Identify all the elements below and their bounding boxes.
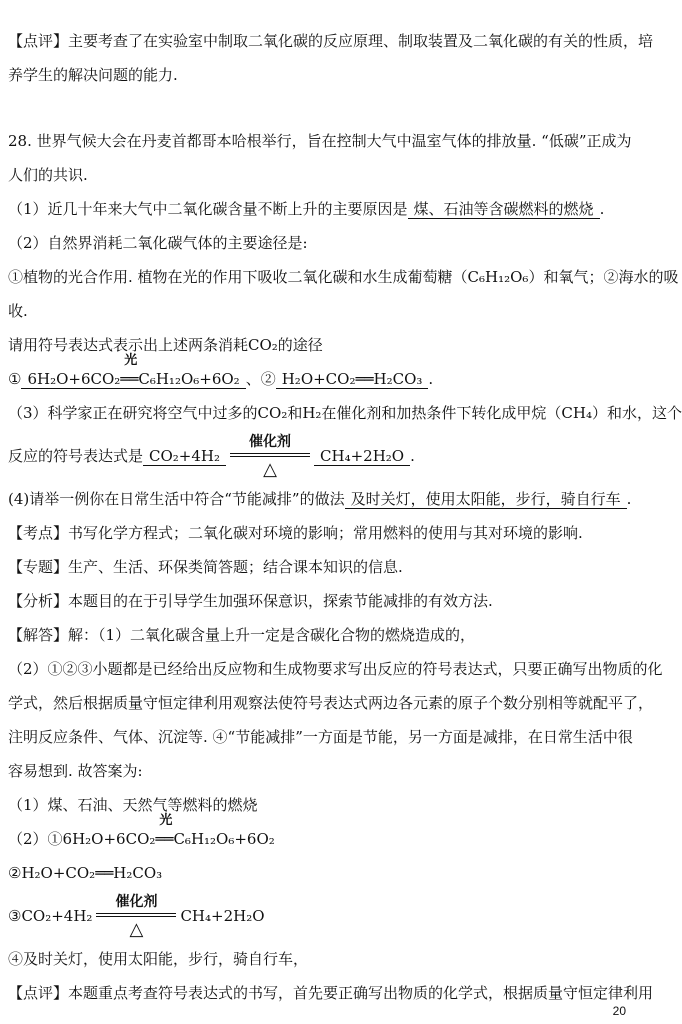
part-3-equation	[8, 430, 632, 482]
answer-1: （1）煤、石油、天然气等燃料的燃烧	[8, 796, 258, 814]
part-1	[8, 192, 632, 226]
part-2-text: ①植物的光合作用. 植物在光的作用下吸收二氧化碳和水生成葡萄糖（C₆H₁₂O₆）和氧气；②海水的吸	[8, 268, 679, 286]
part-2-text: 收.	[8, 302, 28, 320]
question-28-line: 人们的共识.	[8, 166, 88, 184]
part-4	[8, 482, 632, 516]
review-line: 养学生的解决问题的能力.	[8, 66, 178, 84]
kaodian-line: 【考点】书写化学方程式；二氧化碳对环境的影响；常用燃料的使用与其对环境的影响.	[8, 524, 583, 542]
eq-right: H₂CO₃	[113, 864, 163, 882]
answer-4	[8, 890, 632, 942]
eq-left: 6H₂O+6CO₂	[62, 830, 156, 848]
eq-left: CO₂+4H₂	[143, 447, 226, 466]
eq-left: ③CO₂+4H₂	[8, 907, 93, 925]
eq-photosynthesis	[21, 353, 245, 389]
eq-right: C₆H₁₂O₆+6O₂	[173, 830, 275, 848]
eq-sep: 、②	[245, 370, 276, 388]
jieda-detail: 注明反应条件、气体、沉淀等. ④“节能减排”一方面是节能，另一方面是减排，在日常生活中很	[8, 728, 633, 746]
arrow-condition: 光	[159, 813, 173, 828]
eq-left: ②H₂O+CO₂	[8, 864, 96, 882]
part-4-answer: 及时关灯，使用太阳能，步行，骑自行车	[345, 490, 627, 509]
part-2-ask: 请用符号表达式表示出上述两条消耗CO₂的途径	[8, 336, 323, 354]
eq-end: .	[428, 370, 434, 388]
answer-3: ②H₂O+CO₂══H₂CO₃	[8, 864, 163, 882]
jieda-detail: （2）①②③小题都是已经给出反应物和生成物要求写出反应的符号表达式，只要正确写出物质的化	[8, 660, 663, 678]
eq-right: CH₄+2H₂O	[314, 447, 410, 466]
question-28-line: 28. 世界气候大会在丹麦首都哥本哈根举行，旨在控制大气中温室气体的排放量. “低碳”正成为	[8, 132, 632, 150]
catalyst-label: 催化剂	[249, 434, 292, 450]
heat-triangle-icon: △	[263, 459, 277, 480]
jieda-line: 【解答】解：（1）二氧化碳含量上升一定是含碳化合物的燃烧造成的，	[8, 626, 476, 644]
eq-lead: ①	[8, 370, 22, 388]
eq-right: C₆H₁₂O₆+6O₂	[138, 370, 240, 388]
catalyst-label: 催化剂	[115, 894, 158, 910]
catalyst-condition	[96, 893, 176, 941]
heat-triangle-icon: △	[129, 919, 144, 940]
answer-2-lead: （2）①	[8, 830, 63, 848]
eq-end: .	[410, 447, 415, 465]
part-1-text: （1）近几十年来大气中二氧化碳含量不断上升的主要原因是	[8, 200, 408, 218]
answer-5: ④及时关灯，使用太阳能，步行，骑自行车，	[8, 950, 309, 968]
reaction-arrow: 光 ══	[155, 822, 173, 856]
part-3-text: （3）科学家正在研究将空气中过多的CO₂和H₂在催化剂和加热条件下转化成甲烷（CH₄）和水，这个	[8, 404, 682, 422]
review-line-2: 【点评】本题重点考查符号表达式的书写，首先要正确写出物质的化学式，根据质量守恒定律利用	[8, 984, 654, 1002]
equation-line-1	[8, 353, 632, 396]
part-1-answer: 煤、石油等含碳燃料的燃烧	[408, 200, 600, 219]
eq-seawater: H₂O+CO₂══H₂CO₃	[276, 370, 429, 389]
eq-right2: H₂CO₃	[373, 370, 423, 388]
eq-right: CH₄+2H₂O	[180, 907, 265, 925]
part-4-suffix: .	[626, 490, 632, 508]
answer-2	[8, 813, 632, 856]
eq-left2: H₂O+CO₂	[281, 370, 356, 388]
fenxi-line: 【分析】本题目的在于引导学生加强环保意识，探索节能减排的有效方法.	[8, 592, 493, 610]
jieda-detail: 容易想到. 故答案为:	[8, 762, 143, 780]
zhuanti-line: 【专题】生产、生活、环保类简答题；结合课本知识的信息.	[8, 558, 403, 576]
part-1-suffix: .	[599, 200, 605, 218]
eq-left: 6H₂O+6CO₂	[27, 370, 121, 388]
arrow-condition: 光	[124, 353, 138, 368]
review-line: 【点评】主要考查了在实验室中制取二氧化碳的反应原理、制取装置及二氧化碳的有关的性质，培	[8, 32, 654, 50]
part-3-prefix: 反应的符号表达式是	[8, 447, 144, 465]
part-2-head: （2）自然界消耗二氧化碳气体的主要途径是:	[8, 234, 308, 252]
part-4-text: (4)请举一例你在日常生活中符合“节能减排”的做法	[8, 490, 345, 508]
catalyst-condition	[230, 433, 310, 481]
page-number: 20	[612, 1004, 626, 1018]
jieda-detail: 学式，然后根据质量守恒定律利用观察法使符号表达式两边各元素的原子个数分别相等就配平了，	[8, 694, 654, 712]
reaction-arrow: 光 ══	[120, 362, 138, 396]
